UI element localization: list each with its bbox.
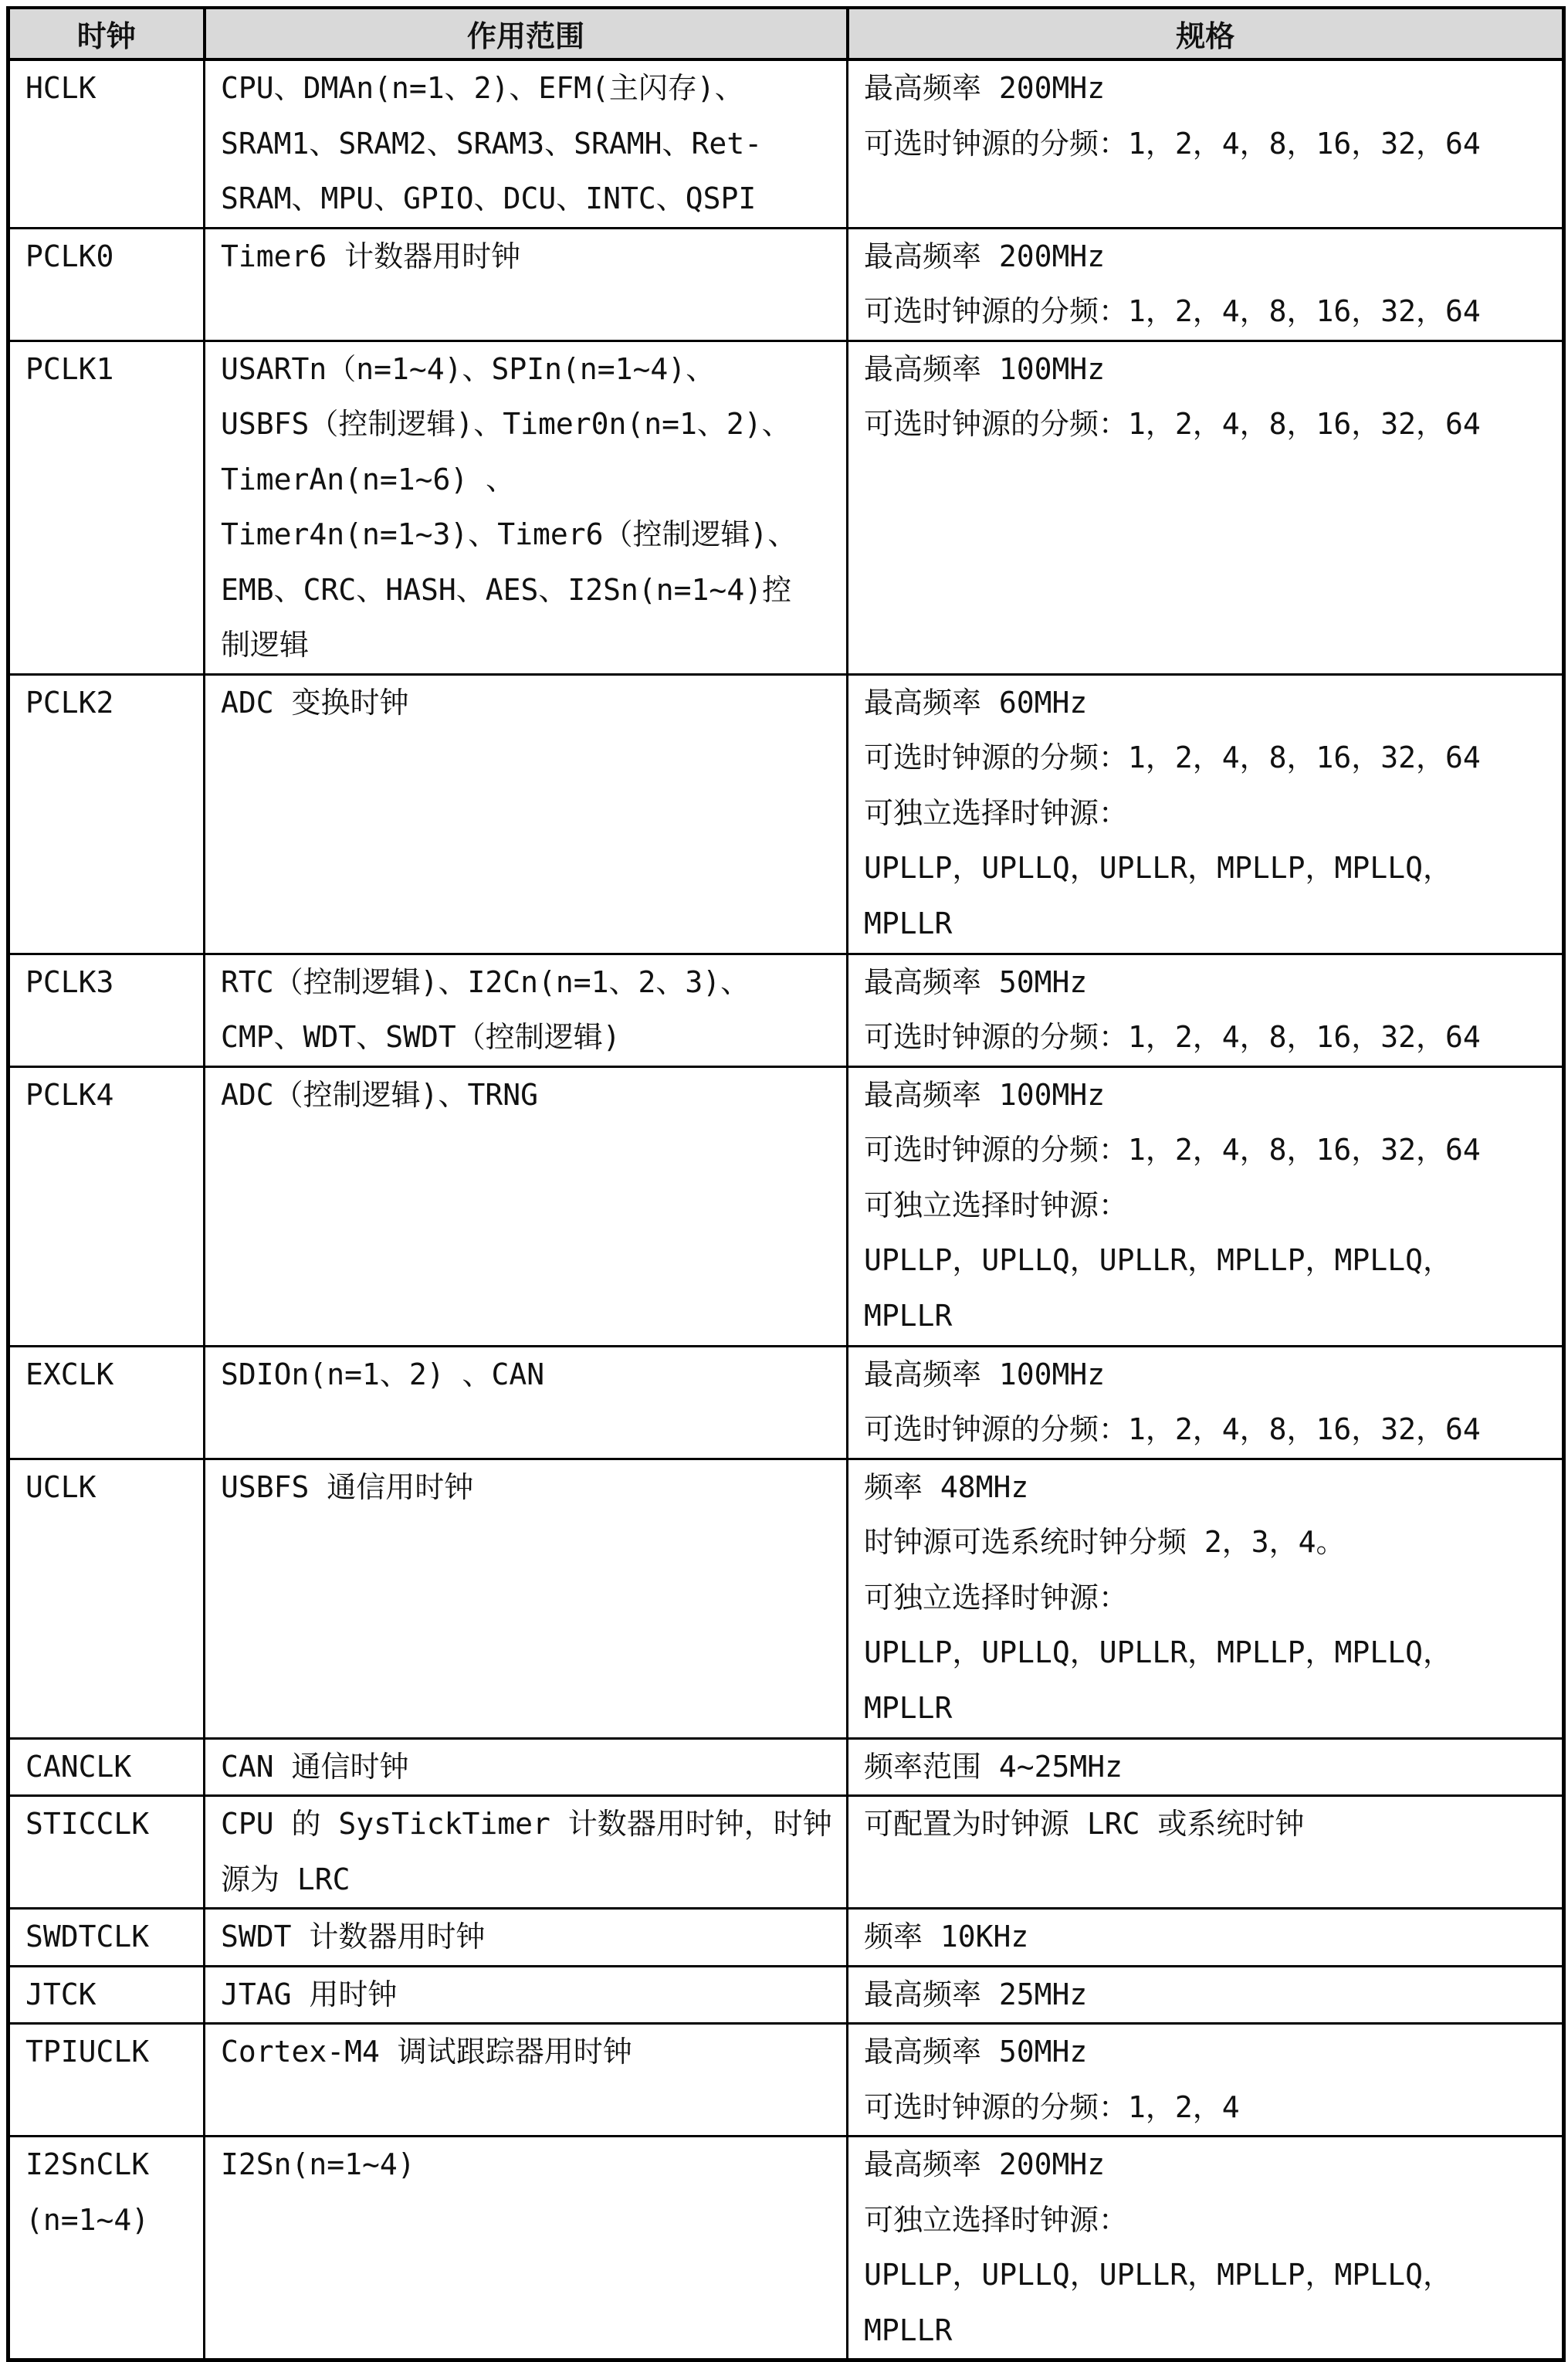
cell-clock: TPIUCLK [8, 2024, 205, 2137]
cell-spec: 频率范围 4~25MHz [848, 1738, 1564, 1796]
cell-spec: 最高频率 50MHz 可选时钟源的分频：1，2，4，8，16，32，64 [848, 954, 1564, 1066]
cell-spec: 频率 48MHz 时钟源可选系统时钟分频 2，3，4。 可独立选择时钟源： UPLLP，UPLLQ，UPLLR，MPLLP，MPLLQ， MPLLR [848, 1459, 1564, 1738]
header-scope: 作用范围 [205, 8, 848, 59]
header-clock: 时钟 [8, 8, 205, 59]
table-row [8, 228, 1564, 341]
cell-scope: I2Sn(n=1~4) [205, 2137, 848, 2360]
cell-spec: 最高频率 100MHz 可选时钟源的分频：1，2，4，8，16，32，64 [848, 341, 1564, 674]
cell-scope: Timer6 计数器用时钟 [205, 228, 848, 341]
cell-scope: RTC（控制逻辑)、I2Cn(n=1、2、3)、 CMP、WDT、SWDT（控制逻辑) [205, 954, 848, 1066]
cell-spec: 最高频率 200MHz 可独立选择时钟源： UPLLP，UPLLQ，UPLLR，MPLLP，MPLLQ， MPLLR [848, 2137, 1564, 2360]
cell-clock: UCLK [8, 1459, 205, 1738]
table-row [8, 954, 1564, 1066]
cell-spec: 频率 10KHz [848, 1909, 1564, 1967]
cell-scope: SWDT 计数器用时钟 [205, 1909, 848, 1967]
cell-scope: ADC（控制逻辑)、TRNG [205, 1066, 848, 1346]
cell-clock: I2SnCLK (n=1~4) [8, 2137, 205, 2360]
cell-clock: CANCLK [8, 1738, 205, 1796]
table-row [8, 341, 1564, 674]
cell-spec: 最高频率 25MHz [848, 1966, 1564, 2024]
cell-scope: SDIOn(n=1、2) 、CAN [205, 1346, 848, 1459]
table-row [8, 1346, 1564, 1459]
cell-scope: CAN 通信时钟 [205, 1738, 848, 1796]
table-row [8, 1796, 1564, 1909]
header-row [8, 8, 1564, 59]
cell-clock: STICCLK [8, 1796, 205, 1909]
table-row [8, 1966, 1564, 2024]
cell-clock: PCLK3 [8, 954, 205, 1066]
cell-clock: SWDTCLK [8, 1909, 205, 1967]
table-row [8, 1909, 1564, 1967]
cell-spec: 最高频率 100MHz 可选时钟源的分频：1，2，4，8，16，32，64 [848, 1346, 1564, 1459]
cell-spec: 最高频率 50MHz 可选时钟源的分频：1，2，4 [848, 2024, 1564, 2137]
cell-spec: 最高频率 60MHz 可选时钟源的分频：1，2，4，8，16，32，64 可独立选择时钟源： UPLLP，UPLLQ，UPLLR，MPLLP，MPLLQ， MPLLR [848, 674, 1564, 954]
clock-table [6, 6, 1566, 2362]
cell-scope: USBFS 通信用时钟 [205, 1459, 848, 1738]
cell-clock: PCLK4 [8, 1066, 205, 1346]
table-row [8, 2024, 1564, 2137]
cell-scope: Cortex-M4 调试跟踪器用时钟 [205, 2024, 848, 2137]
cell-clock: PCLK2 [8, 674, 205, 954]
cell-scope: ADC 变换时钟 [205, 674, 848, 954]
table-row [8, 59, 1564, 228]
cell-clock: PCLK0 [8, 228, 205, 341]
header-spec: 规格 [848, 8, 1564, 59]
cell-scope: CPU、DMAn(n=1、2)、EFM(主闪存)、 SRAM1、SRAM2、SRAM3、SRAMH、Ret- SRAM、MPU、GPIO、DCU、INTC、QSPI [205, 59, 848, 228]
cell-spec: 最高频率 200MHz 可选时钟源的分频：1，2，4，8，16，32，64 [848, 228, 1564, 341]
cell-spec: 最高频率 100MHz 可选时钟源的分频：1，2，4，8，16，32，64 可独立选择时钟源： UPLLP，UPLLQ，UPLLR，MPLLP，MPLLQ， MPLLR [848, 1066, 1564, 1346]
cell-scope: JTAG 用时钟 [205, 1966, 848, 2024]
table-row [8, 1738, 1564, 1796]
cell-spec: 最高频率 200MHz 可选时钟源的分频：1，2，4，8，16，32，64 [848, 59, 1564, 228]
cell-clock: HCLK [8, 59, 205, 228]
cell-scope: CPU 的 SysTickTimer 计数器用时钟，时钟 源为 LRC [205, 1796, 848, 1909]
cell-spec: 可配置为时钟源 LRC 或系统时钟 [848, 1796, 1564, 1909]
table-row [8, 1066, 1564, 1346]
table-row [8, 674, 1564, 954]
cell-scope: USARTn（n=1~4)、SPIn(n=1~4)、 USBFS（控制逻辑)、Timer0n(n=1、2)、 TimerAn(n=1~6) 、 Timer4n(n=1~3)、Timer6（控制逻辑)、 EMB、CRC、HASH、AES、I2Sn(n=1~4)控 制逻辑 [205, 341, 848, 674]
cell-clock: EXCLK [8, 1346, 205, 1459]
cell-clock: PCLK1 [8, 341, 205, 674]
cell-clock: JTCK [8, 1966, 205, 2024]
table-row [8, 1459, 1564, 1738]
table-row [8, 2137, 1564, 2360]
table-body [8, 59, 1564, 2360]
